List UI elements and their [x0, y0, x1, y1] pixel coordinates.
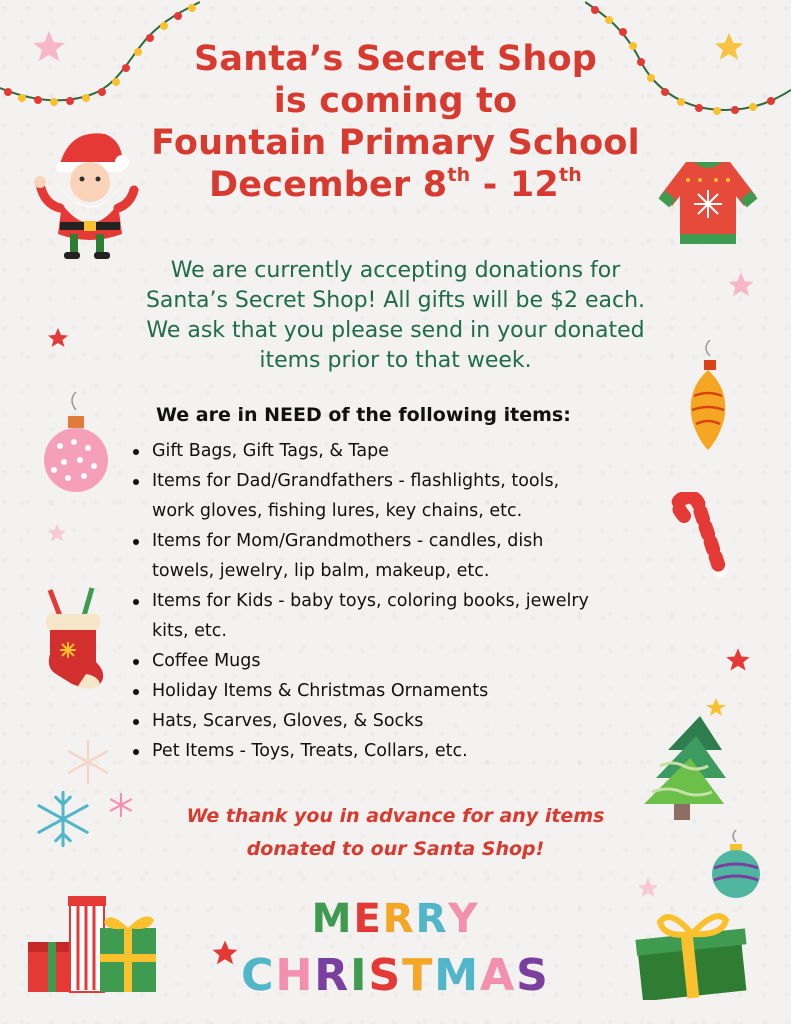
greeting-letter: Y: [448, 896, 480, 942]
list-item: Holiday Items & Christmas Ornaments: [130, 676, 670, 706]
date-start-suffix: th: [447, 164, 471, 186]
title-line-3: Fountain Primary School: [151, 123, 640, 163]
greeting-letter: H: [275, 950, 315, 1001]
greeting-letter: S: [368, 950, 403, 1001]
christmas-word: [241, 950, 550, 1001]
greeting-letter: R: [314, 950, 351, 1001]
greeting-letter: A: [480, 950, 517, 1001]
greeting-letter: R: [415, 896, 449, 942]
pink-star-icon: [46, 522, 68, 544]
thank-you-message: [0, 800, 791, 866]
intro-line-4: items prior to that week.: [259, 348, 532, 373]
date-end: - 12: [470, 165, 559, 205]
greeting-letter: M: [311, 896, 354, 942]
intro-line-1: We are currently accepting donations for: [170, 258, 621, 283]
title-line-1: Santa’s Secret Shop: [193, 39, 598, 79]
list-item: Gift Bags, Gift Tags, & Tape: [130, 436, 670, 466]
greeting-letter: C: [241, 950, 276, 1001]
greeting-letter: R: [382, 896, 416, 942]
list-item: Pet Items - Toys, Treats, Collars, etc.: [130, 736, 670, 766]
list-item: Items for Mom/Grandmothers - candles, dish towels, jewelry, lip balm, makeup, etc.: [130, 526, 670, 586]
merry-word: [312, 896, 480, 942]
snowflake-icon: [64, 738, 112, 786]
ornament-icon: [40, 392, 112, 496]
candy-cane-icon: [660, 492, 730, 582]
greeting-letter: E: [353, 896, 383, 942]
title-line-2: is coming to: [273, 81, 518, 121]
greeting-letter: M: [434, 950, 481, 1001]
red-star-icon: [724, 646, 752, 674]
title-date: [0, 164, 791, 206]
stocking-icon: [38, 584, 116, 694]
needs-heading: We are in NEED of the following items:: [156, 404, 571, 426]
needed-items-list: [130, 436, 670, 766]
list-item: Items for Dad/Grandfathers - flashlights, tools, work gloves, fishing lures, key chains, etc.: [130, 466, 670, 526]
intro-line-2: Santa’s Secret Shop! All gifts will be $2 each.: [145, 288, 646, 313]
greeting-letter: T: [402, 950, 435, 1001]
list-item: Hats, Scarves, Gloves, & Socks: [130, 706, 670, 736]
greeting-letter: I: [350, 950, 369, 1001]
intro-line-3: We ask that you please send in your donated: [146, 318, 645, 343]
christmas-greeting: [0, 950, 791, 1001]
thanks-line-1: We thank you in advance for any items: [186, 805, 605, 827]
thanks-line-2: donated to our Santa Shop!: [246, 838, 545, 860]
page-title: [0, 38, 791, 206]
intro-paragraph: [0, 256, 791, 376]
list-item: Items for Kids - baby toys, coloring books, jewelry kits, etc.: [130, 586, 670, 646]
greeting-letter: S: [516, 950, 550, 1001]
list-item: Coffee Mugs: [130, 646, 670, 676]
merry-greeting: [0, 896, 791, 942]
date-start: December 8: [209, 165, 448, 205]
date-end-suffix: th: [558, 164, 582, 186]
